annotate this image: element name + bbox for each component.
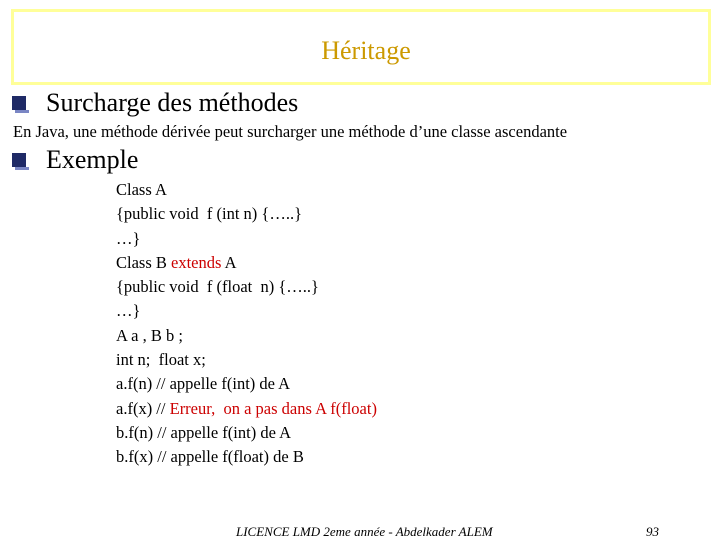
slide-title: Héritage <box>321 36 411 65</box>
code-line: Class A <box>116 180 167 199</box>
error-comment: Erreur, on a pas dans A f(float) <box>169 398 377 418</box>
square-bullet-icon <box>12 96 26 110</box>
code-text: a.f(x) // <box>116 398 170 418</box>
code-line: a.f(n) // appelle f(int) de A <box>116 374 291 394</box>
page-number: 93 <box>646 524 659 539</box>
bullet-exemple <box>12 145 138 175</box>
bullet-surcharge <box>12 88 298 118</box>
code-line <box>116 251 377 275</box>
code-line: {public void f (float n) {…..} <box>116 277 319 297</box>
keyword-extends: extends <box>171 252 222 272</box>
code-line: b.f(x) // appelle f(float) de B <box>116 447 304 467</box>
code-text: Class B <box>116 252 172 272</box>
code-line: …} <box>116 301 141 321</box>
code-line <box>116 397 377 421</box>
footer-text: LICENCE LMD 2eme année - Abdelkader ALEM <box>236 524 493 539</box>
square-bullet-icon <box>12 153 26 167</box>
code-line: int n; float x; <box>116 350 206 370</box>
code-text: A <box>221 252 237 272</box>
title-box <box>11 9 711 85</box>
code-line: {public void f (int n) {…..} <box>116 204 302 224</box>
code-example <box>116 178 377 470</box>
code-line: b.f(n) // appelle f(int) de A <box>116 422 292 442</box>
code-line: A a , B b ; <box>116 325 183 345</box>
bullet-exemple-text: Exemple <box>46 145 139 174</box>
code-line: …} <box>116 228 141 248</box>
description-line: En Java, une méthode dérivée peut surcharger une méthode d’une classe ascendante <box>13 122 568 141</box>
bullet-surcharge-text: Surcharge des méthodes <box>46 88 299 117</box>
